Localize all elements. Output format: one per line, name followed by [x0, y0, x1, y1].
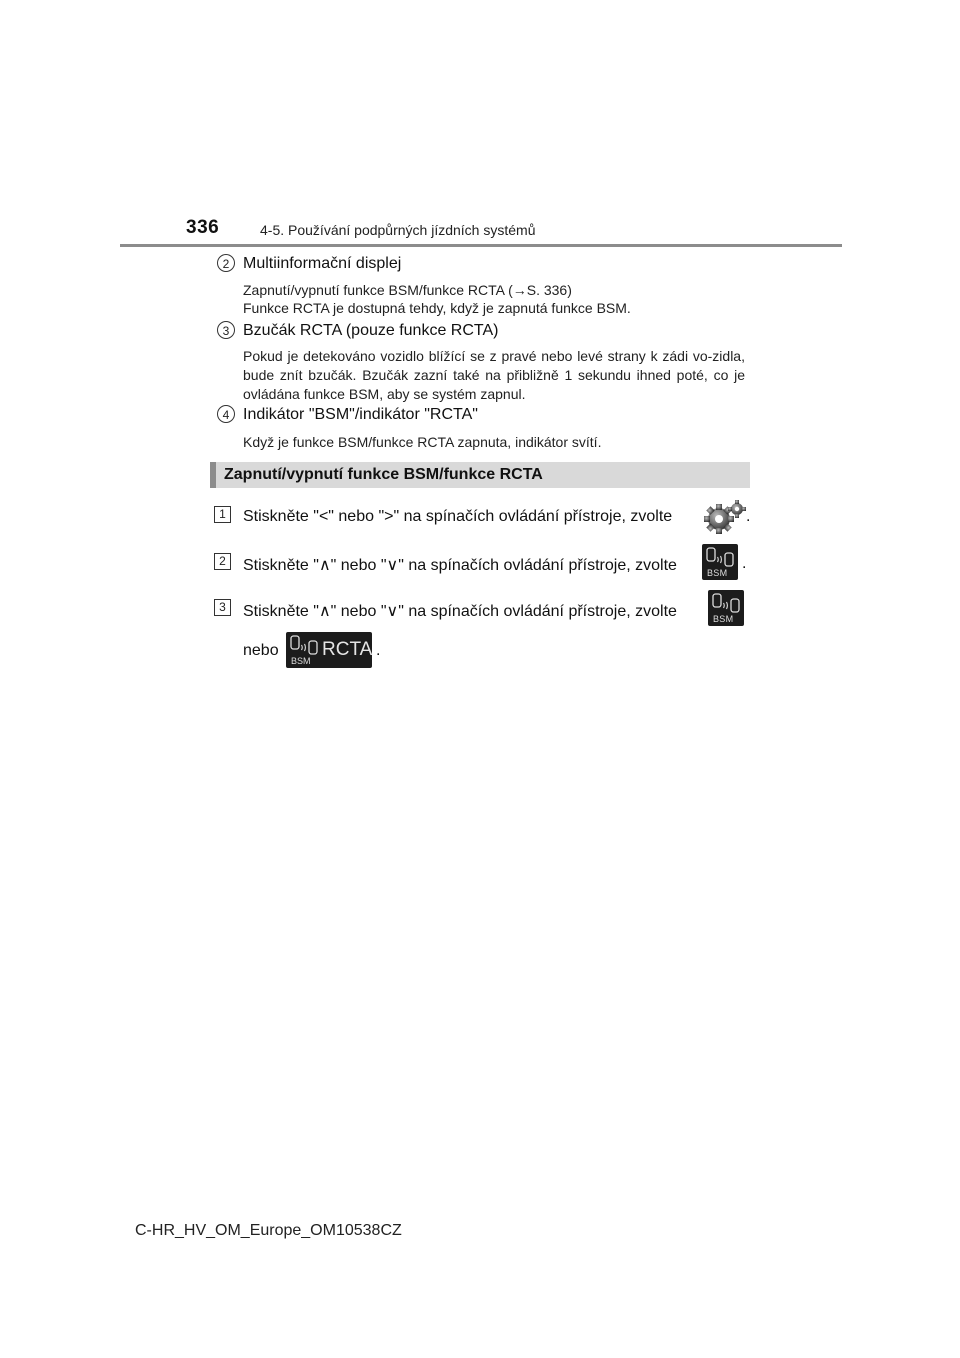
- item-marker: 2: [217, 254, 235, 272]
- bsm-icon: [708, 590, 744, 626]
- item-text: Funkce RCTA je dostupná tehdy, když je zapnutá funkce BSM.: [243, 300, 631, 316]
- item-text: Když je funkce BSM/funkce RCTA zapnuta, indikátor svítí.: [243, 434, 602, 450]
- bsm-icon: [702, 544, 738, 580]
- procedure-title: Zapnutí/vypnutí funkce BSM/funkce RCTA: [224, 466, 543, 483]
- bsm-rcta-icon: [286, 632, 372, 668]
- bsm-icon-label: BSM: [713, 614, 734, 624]
- item-text: Pokud je detekováno vozidlo blížící se z pravé nebo levé strany k zádi vo-zidla, bude znít bzučák. Bzučák zazní také na přibližně 1 sekundu ihned poté, co je ovládána funkce BSM, aby se systém zapnul.: [243, 348, 745, 402]
- document-id: C-HR_HV_OM_Europe_OM10538CZ: [135, 1222, 402, 1239]
- step-number: 2: [214, 553, 231, 570]
- gears-icon: [700, 498, 751, 536]
- step-end: .: [742, 555, 747, 572]
- bsm-icon-label: BSM: [707, 568, 728, 578]
- step-text: Stiskněte "∧" nebo "∨" na spínačích ovládání přístroje, zvolte: [243, 557, 677, 574]
- procedure-heading-bar: [210, 462, 750, 488]
- section-title: 4-5. Používání podpůrných jízdních systémů: [260, 222, 536, 238]
- rcta-icon-label: RCTA: [322, 639, 373, 660]
- step-number: 3: [214, 599, 231, 616]
- step-end: .: [376, 642, 381, 659]
- bsm-icon-label: BSM: [291, 656, 311, 666]
- step-continuation: nebo: [243, 642, 279, 659]
- item-heading: Multiinformační displej: [243, 255, 402, 272]
- step-number: 1: [214, 506, 231, 523]
- step-end: .: [746, 508, 751, 525]
- item-text: Zapnutí/vypnutí funkce BSM/funkce RCTA (→S. 336): [243, 282, 572, 298]
- item-marker: 4: [217, 405, 235, 423]
- item-marker: 3: [217, 321, 235, 339]
- page-number: 336: [186, 217, 220, 238]
- item-heading: Bzučák RCTA (pouze funkce RCTA): [243, 322, 499, 339]
- item-heading: Indikátor "BSM"/indikátor "RCTA": [243, 406, 478, 423]
- header-divider: [120, 244, 842, 247]
- step-text: Stiskněte "∧" nebo "∨" na spínačích ovládání přístroje, zvolte: [243, 603, 677, 620]
- step-text: Stiskněte "<" nebo ">" na spínačích ovládání přístroje, zvolte: [243, 508, 673, 525]
